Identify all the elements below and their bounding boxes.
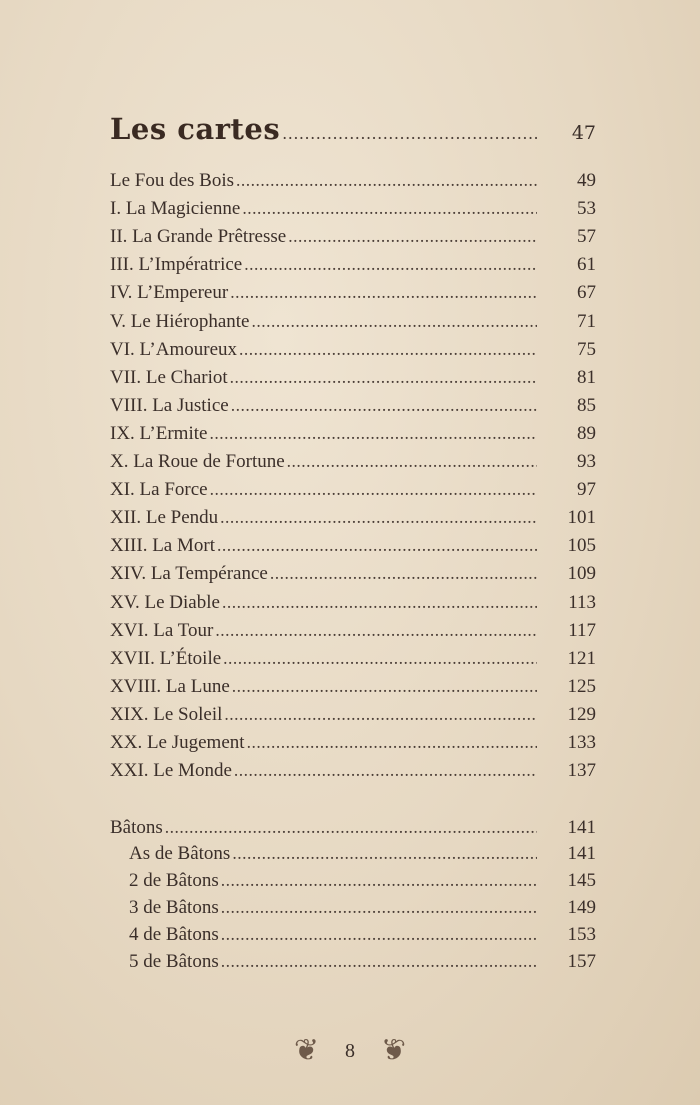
page-number: 61 [577, 254, 596, 276]
toc-entry[interactable] [110, 592, 596, 614]
page-number: 101 [567, 507, 596, 529]
toc-entry[interactable] [110, 282, 596, 304]
toc-entry[interactable] [110, 760, 596, 782]
dot-leader [239, 339, 537, 360]
toc-entry[interactable] [110, 367, 596, 389]
dot-leader [222, 592, 537, 613]
page-number: 125 [567, 675, 596, 697]
entry-title: Bâtons [110, 817, 163, 838]
dot-leader [209, 423, 537, 444]
dot-leader [215, 620, 537, 641]
toc-entry[interactable] [110, 170, 596, 192]
toc-entry[interactable] [110, 311, 596, 333]
entry-title: XVIII. La Lune [110, 675, 230, 697]
section-title: Les cartes [110, 112, 281, 146]
entry-title: XVII. L’Étoile [110, 647, 222, 669]
toc-entry[interactable] [110, 423, 596, 445]
toc-entry[interactable] [110, 924, 596, 946]
page-number: 85 [577, 394, 596, 416]
toc-entry[interactable] [110, 507, 596, 529]
dot-leader [244, 254, 537, 275]
page-number: 97 [577, 479, 596, 501]
page-number: 75 [577, 338, 596, 360]
page-number: 109 [567, 563, 596, 585]
dot-leader [236, 170, 537, 191]
entry-title: III. L’Impératrice [110, 254, 243, 276]
entry-title: XX. Le Jugement [110, 732, 245, 753]
entry-title: XIII. La Mort [110, 535, 215, 557]
entry-title: XVI. La Tour [110, 619, 214, 641]
entry-title: VIII. La Justice [110, 394, 229, 416]
page-number: 141 [567, 817, 596, 838]
entry-title: XXI. Le Monde [110, 760, 232, 782]
page-number: 89 [577, 422, 596, 444]
dot-leader [232, 676, 537, 697]
page-number: 145 [567, 870, 596, 891]
toc-entry[interactable] [110, 951, 596, 973]
dot-leader [230, 282, 537, 303]
toc-entry[interactable] [110, 563, 596, 585]
dot-leader [234, 760, 537, 781]
page-footer [0, 1033, 700, 1068]
entry-title: 2 de Bâtons [129, 870, 219, 891]
dot-leader [251, 311, 537, 332]
dot-leader [210, 479, 537, 500]
entry-title: I. La Magicienne [110, 198, 241, 220]
fleuron-right-icon: ❦ [381, 1033, 407, 1068]
toc-entry[interactable] [110, 704, 596, 726]
dot-leader [287, 451, 537, 472]
entry-title: 4 de Bâtons [129, 924, 219, 945]
toc-entry[interactable] [110, 620, 596, 642]
toc-entry[interactable] [110, 226, 596, 248]
page-number: 149 [567, 897, 596, 918]
toc-entry[interactable] [110, 395, 596, 417]
page-number: 49 [577, 170, 596, 191]
page-number: 137 [567, 760, 596, 782]
dot-leader [221, 924, 537, 945]
page-number: 57 [577, 226, 596, 248]
toc-entry[interactable] [110, 897, 596, 919]
toc-entry[interactable] [110, 535, 596, 557]
dot-leader [221, 870, 537, 891]
entry-title: V. Le Hiérophante [110, 310, 250, 332]
dot-leader [165, 817, 537, 838]
dot-leader [224, 704, 537, 725]
toc-entry[interactable] [110, 648, 596, 670]
page-number: 153 [567, 924, 596, 945]
entry-title: II. La Grande Prêtresse [110, 226, 287, 248]
page-number: 71 [577, 310, 596, 332]
dot-leader [270, 563, 537, 584]
dot-leader [242, 198, 537, 219]
toc-entry[interactable] [110, 254, 596, 276]
dot-leader [221, 897, 537, 918]
entry-title: As de Bâtons [129, 843, 231, 864]
entry-title: VII. Le Chariot [110, 366, 228, 388]
page-number: 67 [577, 282, 596, 304]
page-number: 117 [568, 619, 596, 641]
entry-title: IV. L’Empereur [110, 282, 229, 304]
dot-leader [232, 843, 537, 864]
dot-leader [288, 226, 537, 247]
toc-section-heading[interactable] [110, 112, 596, 146]
page-number: 157 [567, 951, 596, 972]
entry-title: 5 de Bâtons [129, 951, 219, 972]
entry-title: XIV. La Tempérance [110, 563, 268, 585]
page-number: 105 [567, 535, 596, 557]
entry-title: 3 de Bâtons [129, 897, 219, 918]
page-number: 141 [567, 843, 596, 864]
entry-title: VI. L’Amoureux [110, 338, 237, 360]
toc-entry[interactable] [110, 676, 596, 698]
dot-leader [282, 124, 537, 143]
page-number: 47 [571, 122, 596, 144]
page-number: 113 [568, 591, 596, 613]
toc-entry[interactable] [110, 451, 596, 473]
toc-entry[interactable] [110, 339, 596, 361]
toc-entry[interactable] [110, 817, 596, 839]
entry-title: X. La Roue de Fortune [110, 451, 285, 472]
entry-title: XI. La Force [110, 479, 208, 501]
page-number: 53 [577, 198, 596, 220]
entry-title: Le Fou des Bois [110, 170, 235, 191]
toc-entry[interactable] [110, 479, 596, 501]
entry-title: IX. L’Ermite [110, 422, 208, 444]
dot-leader [217, 535, 537, 556]
page-number: 121 [567, 647, 596, 669]
dot-leader [231, 395, 537, 416]
page-number: 81 [577, 366, 596, 388]
entry-title: XIX. Le Soleil [110, 703, 223, 725]
toc-entry[interactable] [110, 198, 596, 220]
page-number: 93 [577, 451, 596, 472]
page-number: 129 [567, 703, 596, 725]
toc-entry[interactable] [110, 870, 596, 892]
dot-leader [221, 951, 537, 972]
page-number: 133 [567, 732, 596, 753]
entry-title: XII. Le Pendu [110, 507, 219, 529]
dot-leader [247, 732, 537, 753]
toc-entry[interactable] [110, 843, 596, 865]
dot-leader [230, 367, 537, 388]
dot-leader [220, 507, 537, 528]
toc-entry[interactable] [110, 732, 596, 754]
entry-title: XV. Le Diable [110, 591, 220, 613]
folio-number: 8 [345, 1039, 355, 1062]
dot-leader [223, 648, 537, 669]
fleuron-left-icon: ❦ [293, 1033, 319, 1068]
